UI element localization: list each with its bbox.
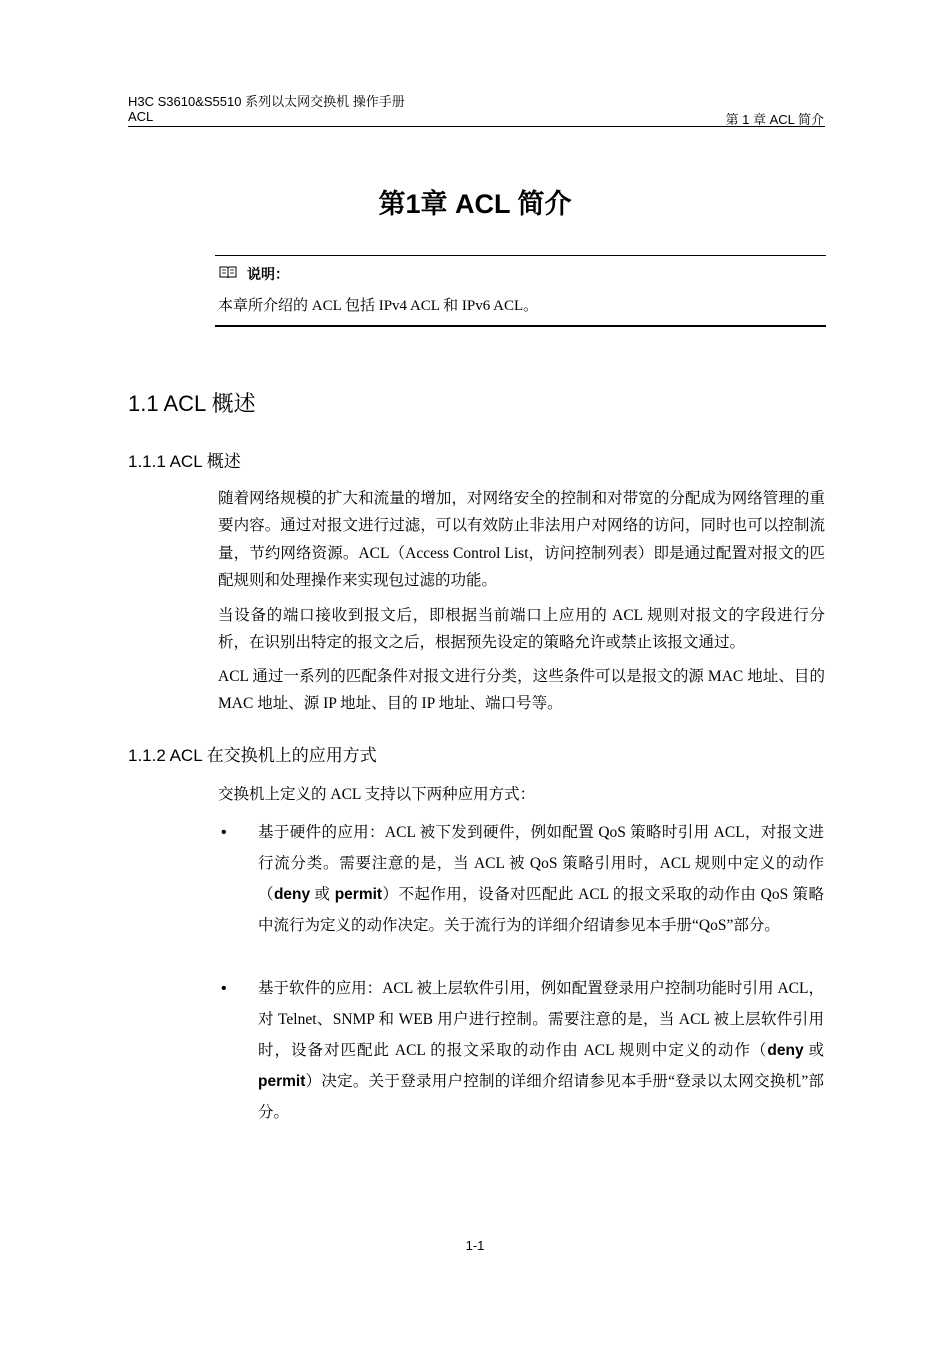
paragraph-acl-port-rules: 当设备的端口接收到报文后，即根据当前端口上应用的 ACL 规则对报文的字段进行分析，在识别出特定的报文之后，根据预先设定的策略允许或禁止该报文通过。 <box>218 607 825 652</box>
keyword-permit: permit <box>258 1073 306 1090</box>
keyword-or: 或 <box>803 1042 824 1059</box>
keyword-permit: permit <box>334 886 383 903</box>
chapter-title: 第1章 ACL 简介 <box>378 189 572 219</box>
bullet-hardware-text-2: ）不起作用，设备对匹配此 ACL 的报文采取的动作由 QoS 策略中流行为定义的动作决定。关于流行为的详细介绍请参见本手册“QoS”部分。 <box>258 886 824 934</box>
paragraph-application-intro: 交换机上定义的 ACL 支持以下两种应用方式： <box>218 786 536 803</box>
header-rule <box>128 126 825 127</box>
note-label: 说明： <box>247 266 289 282</box>
header-chapter: 第 1 章 ACL 简介 <box>725 112 824 127</box>
bullet-marker: • <box>221 980 227 997</box>
note-rule-bottom <box>215 325 826 327</box>
book-icon <box>219 265 237 279</box>
section-heading-1-1-1: 1.1.1 ACL 概述 <box>128 452 241 471</box>
page-number: 1-1 <box>465 1238 485 1253</box>
note-text: 本章所介绍的 ACL 包括 IPv4 ACL 和 IPv6 ACL。 <box>218 298 539 314</box>
header-product: H3C S3610&S5510 系列以太网交换机 操作手册 <box>128 94 405 109</box>
paragraph-acl-match-conditions: ACL 通过一系列的匹配条件对报文进行分类，这些条件可以是报文的源 MAC 地址、目的 MAC 地址、源 IP 地址、目的 IP 地址、端口号等。 <box>218 668 825 713</box>
keyword-deny: deny <box>767 1042 804 1059</box>
section-heading-1-1: 1.1 ACL 概述 <box>128 391 256 416</box>
note-rule-top <box>215 255 826 256</box>
bullet-software-application <box>258 973 824 1128</box>
paragraph-acl-intro: 随着网络规模的扩大和流量的增加，对网络安全的控制和对带宽的分配成为网络管理的重要内容。通过对报文进行过滤，可以有效防止非法用户对网络的访问，同时也可以控制流量，节约网络资源。ACL（Access Control List，访问控制列表）即是通过配置对报文的匹配规则和处理操作来实现包过滤的功能。 <box>218 490 825 589</box>
bullet-software-text-1: 基于软件的应用：ACL 被上层软件引用，例如配置登录用户控制功能时引用 ACL，对 Telnet、SNMP 和 WEB 用户进行控制。需要注意的是，当 ACL 被上层软件引用时，设备对匹配此 ACL 的报文采取的动作由 ACL 规则中定义的动作（ <box>258 980 824 1059</box>
bullet-software-text-2: ）决定。关于登录用户控制的详细介绍请参见本手册“登录以太网交换机”部分。 <box>258 1073 824 1121</box>
header-module: ACL <box>128 109 154 124</box>
bullet-hardware-application <box>258 817 824 941</box>
bullet-marker: • <box>221 824 227 841</box>
bullet-hardware-text-1: 基于硬件的应用：ACL 被下发到硬件，例如配置 QoS 策略时引用 ACL，对报文进行流分类。需要注意的是，当 ACL 被 QoS 策略引用时，ACL 规则中定义的动作（ <box>258 824 824 903</box>
section-heading-1-1-2: 1.1.2 ACL 在交换机上的应用方式 <box>128 746 377 765</box>
keyword-or: 或 <box>310 886 335 903</box>
keyword-deny: deny <box>273 886 311 903</box>
